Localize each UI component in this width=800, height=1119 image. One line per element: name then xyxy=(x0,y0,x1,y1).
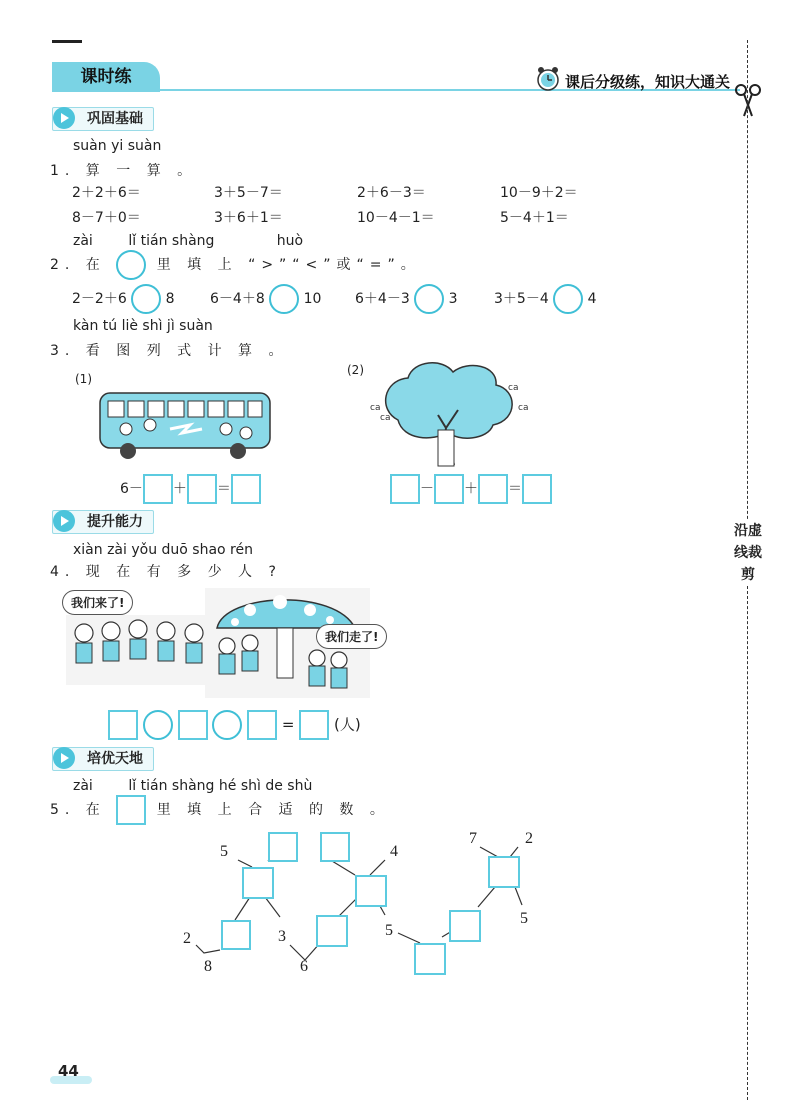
svg-text:ca: ca xyxy=(508,383,519,393)
answer-box[interactable] xyxy=(143,474,173,504)
eq1-start: 6－ xyxy=(120,481,143,497)
q2-item4-left: 3＋5－4 xyxy=(494,291,549,307)
page-number: 44 xyxy=(58,1062,79,1080)
tree-number: 5 xyxy=(385,922,393,939)
q5-prefix: 5. 在 xyxy=(50,802,106,818)
q2-prefix: 2. 在 xyxy=(50,257,106,273)
answer-box[interactable] xyxy=(299,710,329,740)
q3-label-1: (1) xyxy=(75,372,92,386)
q2-item1-left: 2－2＋6 xyxy=(72,291,127,307)
eq2-minus: － xyxy=(420,481,434,497)
tree-box[interactable] xyxy=(221,920,251,950)
tree-number: 2 xyxy=(183,930,191,947)
q2-item2 xyxy=(210,284,321,314)
q1-r2c4: 5－4＋1＝ xyxy=(500,210,569,226)
children-arriving-illustration xyxy=(66,615,216,685)
q1-r2c1: 8－7＋0＝ xyxy=(72,210,141,226)
q2-item3 xyxy=(355,284,458,314)
answer-box[interactable] xyxy=(434,474,464,504)
play-icon xyxy=(53,510,75,532)
play-icon xyxy=(53,107,75,129)
q1-r1c4: 10－9＋2＝ xyxy=(500,185,578,201)
q4-equals: = xyxy=(281,715,295,734)
q1-r1c3: 2＋6－3＝ xyxy=(357,185,426,201)
answer-box[interactable] xyxy=(390,474,420,504)
answer-box[interactable] xyxy=(231,474,261,504)
q5-text xyxy=(50,795,390,825)
q2-item3-right: 3 xyxy=(448,291,458,307)
q5-suffix: 里 填 上 合 适 的 数 。 xyxy=(156,802,390,818)
section-basics xyxy=(52,107,154,131)
tree-number: 6 xyxy=(300,958,308,975)
q5-pinyin: zài lǐ tián shàng hé shì de shù xyxy=(73,778,313,794)
clock-icon xyxy=(535,66,561,96)
tree-box[interactable] xyxy=(320,832,350,862)
answer-box[interactable] xyxy=(108,710,138,740)
header-slogan: 课后分级练，知识大通关 xyxy=(565,73,731,91)
bus-illustration xyxy=(98,385,274,465)
tree-box[interactable] xyxy=(414,943,446,975)
header-mark xyxy=(52,40,82,43)
tree-number: 4 xyxy=(390,843,398,860)
eq1-plus: ＋ xyxy=(172,481,187,497)
q1-pinyin: suàn yi suàn xyxy=(73,138,162,154)
compare-circle[interactable] xyxy=(414,284,444,314)
operator-circle[interactable] xyxy=(143,710,173,740)
tree-number: 2 xyxy=(525,830,533,847)
q1-r2c3: 10－4－1＝ xyxy=(357,210,435,226)
q4-text: 4. 现 在 有 多 少 人 ? xyxy=(50,564,282,580)
q1-text: 1. 算 一 算 。 xyxy=(50,163,198,179)
answer-box[interactable] xyxy=(478,474,508,504)
compare-circle[interactable] xyxy=(553,284,583,314)
q1-r1c2: 3＋5－7＝ xyxy=(214,185,283,201)
scissors-icon xyxy=(735,82,761,122)
q4-equation xyxy=(108,710,361,740)
section-title: 培优天地 xyxy=(87,751,143,767)
q3-eq2 xyxy=(390,474,552,504)
svg-text:ca: ca xyxy=(518,403,529,413)
tree-box[interactable] xyxy=(268,832,298,862)
section-improve xyxy=(52,510,154,534)
tree-box[interactable] xyxy=(488,856,520,888)
q2-item2-right: 10 xyxy=(303,291,322,307)
q2-suffix: 里 填 上 “>”“<”或“=”。 xyxy=(156,257,421,273)
q4-pinyin: xiàn zài yǒu duō shao rén xyxy=(73,542,253,558)
q2-item3-left: 6＋4－3 xyxy=(355,291,410,307)
speech-bubble-2: 我们走了! xyxy=(316,624,387,649)
svg-text:ca: ca xyxy=(370,403,381,413)
answer-box[interactable] xyxy=(247,710,277,740)
answer-box[interactable] xyxy=(187,474,217,504)
eq2-equals: ＝ xyxy=(508,481,522,497)
section-title: 巩固基础 xyxy=(87,111,143,127)
q2-pinyin: zài lǐ tián shàng huò xyxy=(73,233,304,249)
q2-item4-right: 4 xyxy=(587,291,597,307)
tree-number: 7 xyxy=(469,830,477,847)
q2-item1 xyxy=(72,284,175,314)
q3-eq1 xyxy=(120,474,261,504)
play-icon xyxy=(53,747,75,769)
compare-circle[interactable] xyxy=(131,284,161,314)
tree-box[interactable] xyxy=(316,915,348,947)
answer-box[interactable] xyxy=(178,710,208,740)
header-tab: 课时练 xyxy=(52,62,160,92)
section-title: 提升能力 xyxy=(87,514,143,530)
cut-instruction: 沿虚线裁剪 xyxy=(734,520,762,586)
q2-item4 xyxy=(494,284,597,314)
speech-bubble-1: 我们来了! xyxy=(62,590,133,615)
eq1-equals: ＝ xyxy=(216,481,231,497)
q3-label-2: (2) xyxy=(347,363,364,377)
tree-number: 3 xyxy=(278,928,286,945)
section-advanced xyxy=(52,747,154,771)
q2-text xyxy=(50,250,421,280)
answer-box[interactable] xyxy=(522,474,552,504)
q4-unit: (人) xyxy=(334,715,361,734)
tree-box[interactable] xyxy=(449,910,481,942)
q3-pinyin: kàn tú liè shì jì suàn xyxy=(73,318,213,334)
tree-number: 5 xyxy=(220,843,228,860)
q1-r1c1: 2＋2＋6＝ xyxy=(72,185,141,201)
tree-number: 5 xyxy=(520,910,528,927)
tree-box[interactable] xyxy=(242,867,274,899)
svg-text:ca: ca xyxy=(380,413,391,423)
tree-box[interactable] xyxy=(355,875,387,907)
eq2-plus: ＋ xyxy=(464,481,478,497)
answer-circle[interactable] xyxy=(116,250,146,280)
operator-circle[interactable] xyxy=(212,710,242,740)
compare-circle[interactable] xyxy=(269,284,299,314)
tree-number: 8 xyxy=(204,958,212,975)
q2-item2-left: 6－4＋8 xyxy=(210,291,265,307)
tree-illustration xyxy=(368,360,538,470)
q2-item1-right: 8 xyxy=(165,291,175,307)
q1-r2c2: 3＋6＋1＝ xyxy=(214,210,283,226)
answer-box[interactable] xyxy=(116,795,146,825)
q3-text: 3. 看 图 列 式 计 算 。 xyxy=(50,343,289,359)
